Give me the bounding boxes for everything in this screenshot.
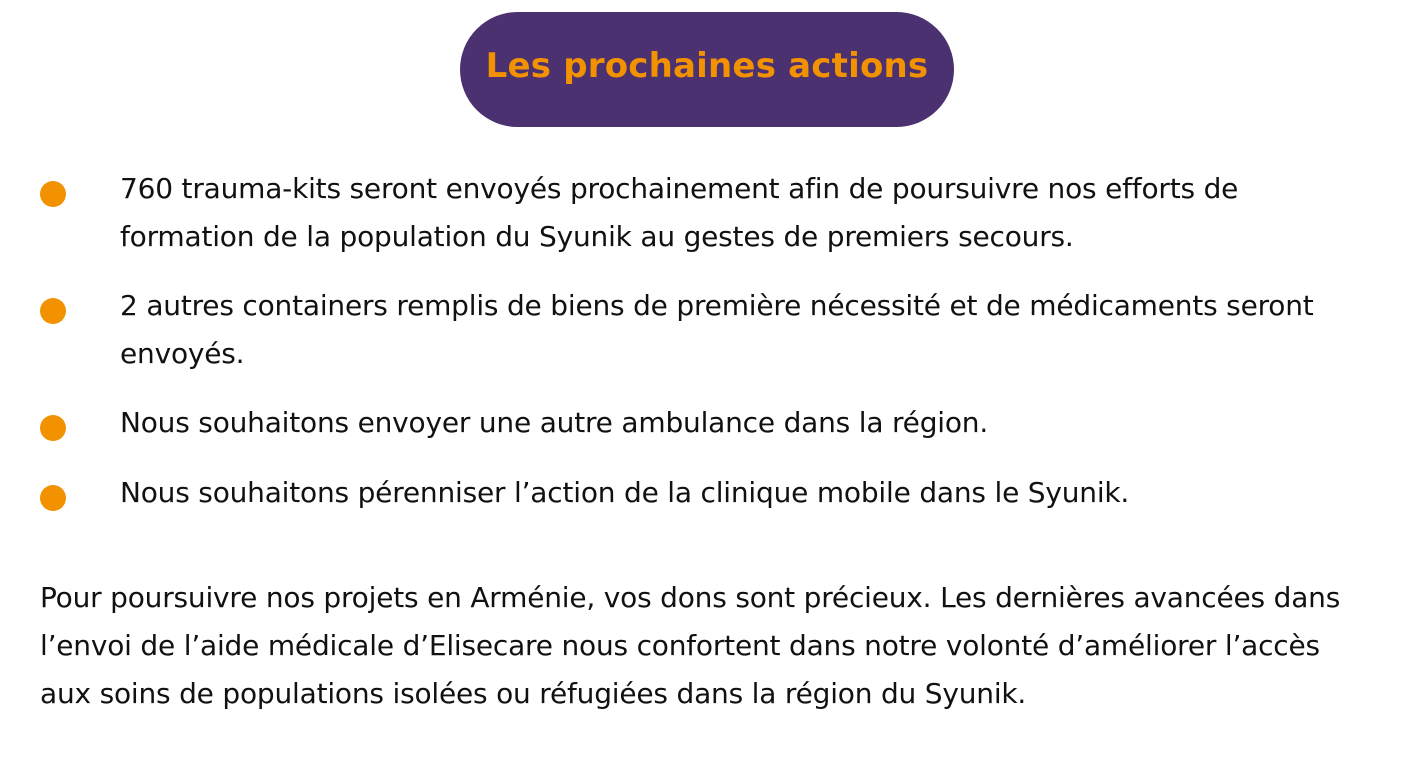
- page-title: Les prochaines actions: [485, 45, 929, 86]
- bullet-dot-icon: [40, 298, 66, 324]
- bullet-dot-icon: [40, 485, 66, 511]
- list-item: [40, 399, 1380, 447]
- list-item: [40, 282, 1380, 378]
- list-item-text: 2 autres containers remplis de biens de première nécessité et de médicaments seront envoyés.: [120, 289, 1314, 370]
- actions-list: [40, 165, 1380, 538]
- closing-paragraph: Pour poursuivre nos projets en Arménie, vos dons sont précieux. Les dernières avancées dans l’envoi de l’aide médicale d’Elisecare nous confortent dans notre volonté d’améliorer l’accès aux soins de populations isolées ou réfugiées dans la région du Syunik.: [40, 581, 1341, 710]
- list-item: [40, 165, 1380, 261]
- list-item-text: Nous souhaitons pérenniser l’action de la clinique mobile dans le Syunik.: [120, 476, 1130, 509]
- bullet-dot-icon: [40, 181, 66, 207]
- list-item-text: Nous souhaitons envoyer une autre ambulance dans la région.: [120, 406, 989, 439]
- bullet-dot-icon: [40, 415, 66, 441]
- list-item: [40, 469, 1380, 517]
- list-item-text: 760 trauma-kits seront envoyés prochainement afin de poursuivre nos efforts de formation de la population du Syunik au gestes de premiers secours.: [120, 172, 1239, 253]
- title-pill: [460, 12, 954, 127]
